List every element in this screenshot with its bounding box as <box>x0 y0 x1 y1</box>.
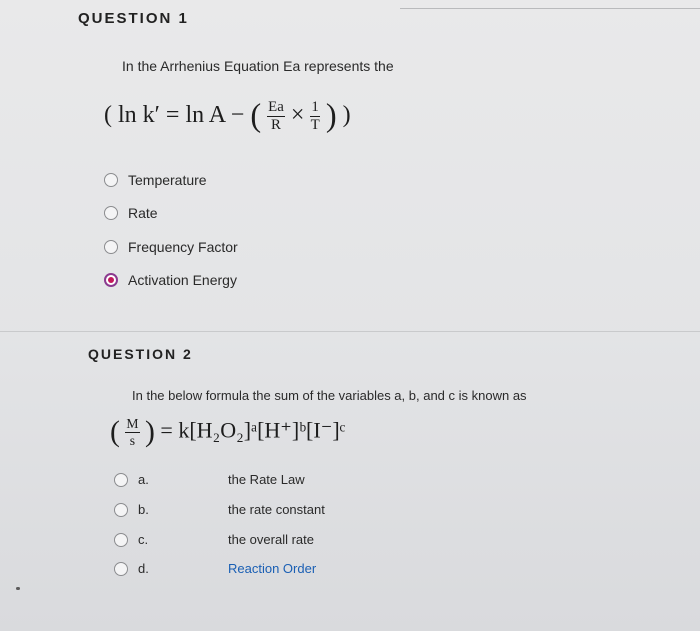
radio-button[interactable] <box>114 473 128 487</box>
rate-equation <box>110 416 345 449</box>
option-a[interactable] <box>114 472 305 487</box>
rate-rhs: = k[H₂O₂]ᵃ[H⁺]ᵇ[I⁻]ᶜ <box>160 417 346 443</box>
rate-frac-num: M <box>126 416 139 432</box>
radio-button[interactable] <box>114 533 128 547</box>
radio-button-selected[interactable] <box>104 273 118 287</box>
eq-frac1-den: R <box>271 117 281 133</box>
question-1-header: QUESTION 1 <box>78 10 189 27</box>
option-b[interactable] <box>114 502 325 517</box>
radio-button[interactable] <box>104 206 118 220</box>
rate-open-paren: ( <box>110 416 120 448</box>
eq-inner-close-paren: ) <box>325 98 337 134</box>
option-letter: b. <box>138 502 149 517</box>
question-2-prompt: In the below formula the sum of the variables a, b, and c is known as <box>132 388 527 403</box>
radio-button[interactable] <box>114 562 128 576</box>
option-frequency-factor[interactable] <box>104 239 238 255</box>
eq-frac1-num: Ea <box>268 99 284 116</box>
option-label: Rate <box>128 205 158 221</box>
option-d[interactable] <box>114 561 316 576</box>
option-letter: a. <box>138 472 149 487</box>
question-1-prompt: In the Arrhenius Equation Ea represents the <box>122 58 394 74</box>
eq-lhs: ln k′ = ln A − <box>118 102 245 129</box>
option-text: Reaction Order <box>228 561 317 576</box>
option-activation-energy[interactable] <box>104 272 237 288</box>
eq-close-paren: ) <box>342 102 351 129</box>
radio-button[interactable] <box>104 173 118 187</box>
option-text: the Rate Law <box>228 472 305 487</box>
question-2-panel <box>0 332 700 631</box>
eq-fraction-1-over-t <box>310 100 319 133</box>
radio-button[interactable] <box>114 503 128 517</box>
option-letter: d. <box>138 561 149 576</box>
option-label: Activation Energy <box>128 272 237 288</box>
rate-fraction-m-over-s <box>125 417 139 447</box>
eq-fraction-ea-over-r <box>267 100 285 133</box>
question-2-header: QUESTION 2 <box>88 346 193 362</box>
eq-times: × <box>290 102 305 129</box>
arrhenius-equation <box>104 98 351 135</box>
option-c[interactable] <box>114 532 314 547</box>
option-temperature[interactable] <box>104 172 207 188</box>
option-label: Temperature <box>128 172 207 188</box>
option-text: the overall rate <box>228 532 314 547</box>
eq-frac2-num: 1 <box>311 99 319 116</box>
stray-mark <box>16 587 20 590</box>
rate-frac-den: s <box>129 433 136 448</box>
option-letter: c. <box>138 532 149 547</box>
eq-frac2-den: T <box>310 117 320 133</box>
eq-inner-open-paren: ( <box>250 98 262 134</box>
eq-open-paren: ( <box>104 102 112 129</box>
radio-button[interactable] <box>104 240 118 254</box>
option-text: the rate constant <box>228 502 325 517</box>
option-label: Frequency Factor <box>128 239 238 255</box>
option-rate[interactable] <box>104 205 158 221</box>
rate-close-paren: ) <box>145 416 155 448</box>
